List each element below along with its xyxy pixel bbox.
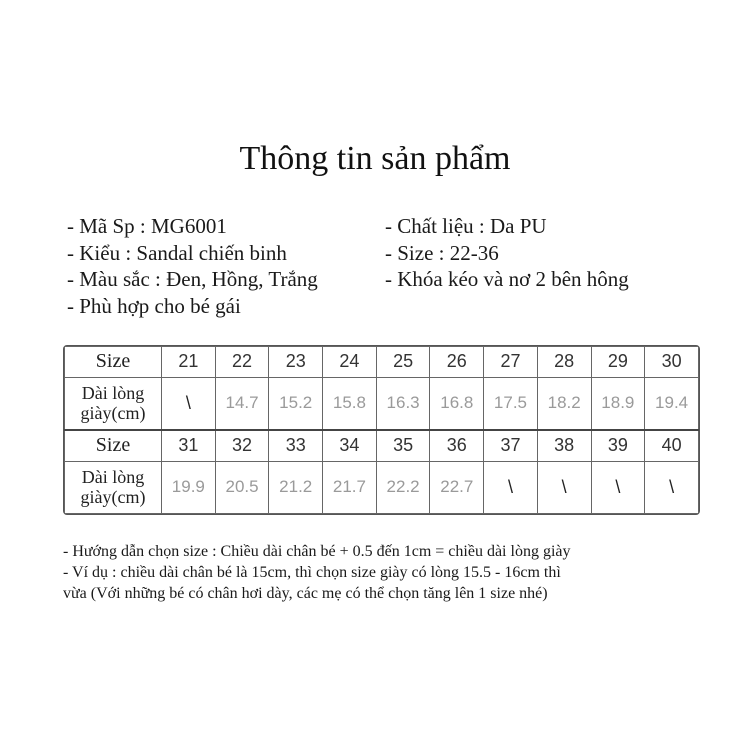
size-cell: 24 bbox=[323, 347, 377, 378]
length-cell: 15.8 bbox=[323, 377, 377, 430]
size-label: Size bbox=[65, 347, 162, 378]
size-cell: 32 bbox=[215, 430, 269, 461]
length-label-line2: giày(cm) bbox=[80, 403, 146, 424]
length-cell: 22.7 bbox=[430, 461, 484, 513]
size-cell: 25 bbox=[376, 347, 430, 378]
product-material: - Chất liệu : Da PU bbox=[385, 214, 547, 238]
length-label-line1: Dài lòng bbox=[81, 383, 145, 404]
length-cell: 20.5 bbox=[215, 461, 269, 513]
product-suitability: - Phù hợp cho bé gái bbox=[67, 293, 241, 318]
size-cell: 28 bbox=[537, 347, 591, 378]
length-cell: 16.8 bbox=[430, 377, 484, 430]
length-cell: 17.5 bbox=[484, 377, 538, 430]
length-row-1 bbox=[65, 377, 699, 430]
length-cell: 14.7 bbox=[215, 377, 269, 430]
product-style: - Kiểu : Sandal chiến binh bbox=[67, 240, 287, 265]
length-cell: \ bbox=[537, 461, 591, 513]
product-colors: - Màu sắc : Đen, Hồng, Trắng bbox=[67, 267, 318, 291]
size-cell: 23 bbox=[269, 347, 323, 378]
size-row-2 bbox=[65, 430, 699, 461]
length-cell: \ bbox=[591, 461, 645, 513]
length-cell: \ bbox=[162, 377, 216, 430]
length-cell: 21.2 bbox=[269, 461, 323, 513]
size-cell: 30 bbox=[645, 347, 699, 378]
size-chart-table bbox=[64, 346, 699, 514]
length-row-2 bbox=[65, 461, 699, 513]
size-chart bbox=[63, 345, 700, 515]
size-cell: 34 bbox=[323, 430, 377, 461]
product-closure: - Khóa kéo và nơ 2 bên hông bbox=[385, 267, 629, 291]
length-cell: 16.3 bbox=[376, 377, 430, 430]
size-guide-note bbox=[63, 541, 723, 604]
length-label bbox=[65, 461, 162, 513]
length-cell: 19.4 bbox=[645, 377, 699, 430]
size-example-line-cont: vừa (Với những bé có chân hơi dày, các mẹ có thể chọn tăng lên 1 size nhé) bbox=[63, 585, 548, 602]
size-cell: 39 bbox=[591, 430, 645, 461]
length-cell: 19.9 bbox=[162, 461, 216, 513]
size-cell: 38 bbox=[537, 430, 591, 461]
size-example-line: - Ví dụ : chiều dài chân bé là 15cm, thì chọn size giày có lòng 15.5 - 16cm thì bbox=[63, 564, 561, 581]
size-cell: 36 bbox=[430, 430, 484, 461]
size-cell: 31 bbox=[162, 430, 216, 461]
size-cell: 22 bbox=[215, 347, 269, 378]
size-cell: 33 bbox=[269, 430, 323, 461]
product-code: - Mã Sp : MG6001 bbox=[67, 214, 227, 238]
size-cell: 21 bbox=[162, 347, 216, 378]
length-cell: 18.9 bbox=[591, 377, 645, 430]
page-title: Thông tin sản phẩm bbox=[239, 140, 511, 177]
product-info-right bbox=[385, 213, 629, 293]
size-cell: 26 bbox=[430, 347, 484, 378]
size-cell: 27 bbox=[484, 347, 538, 378]
product-size-range: - Size : 22-36 bbox=[385, 240, 499, 265]
length-cell: 22.2 bbox=[376, 461, 430, 513]
size-cell: 40 bbox=[645, 430, 699, 461]
length-cell: 15.2 bbox=[269, 377, 323, 430]
size-guide-line: - Hướng dẫn chọn size : Chiều dài chân bé + 0.5 đến 1cm = chiều dài lòng giày bbox=[63, 543, 571, 560]
size-cell: 37 bbox=[484, 430, 538, 461]
length-cell: 18.2 bbox=[537, 377, 591, 430]
size-cell: 29 bbox=[591, 347, 645, 378]
length-label-line1: Dài lòng bbox=[81, 467, 145, 488]
length-cell: \ bbox=[645, 461, 699, 513]
length-cell: \ bbox=[484, 461, 538, 513]
product-info-left bbox=[67, 213, 318, 319]
size-row-1 bbox=[65, 347, 699, 378]
size-cell: 35 bbox=[376, 430, 430, 461]
length-label bbox=[65, 377, 162, 430]
size-label: Size bbox=[65, 430, 162, 461]
length-cell: 21.7 bbox=[323, 461, 377, 513]
length-label-line2: giày(cm) bbox=[80, 487, 146, 508]
